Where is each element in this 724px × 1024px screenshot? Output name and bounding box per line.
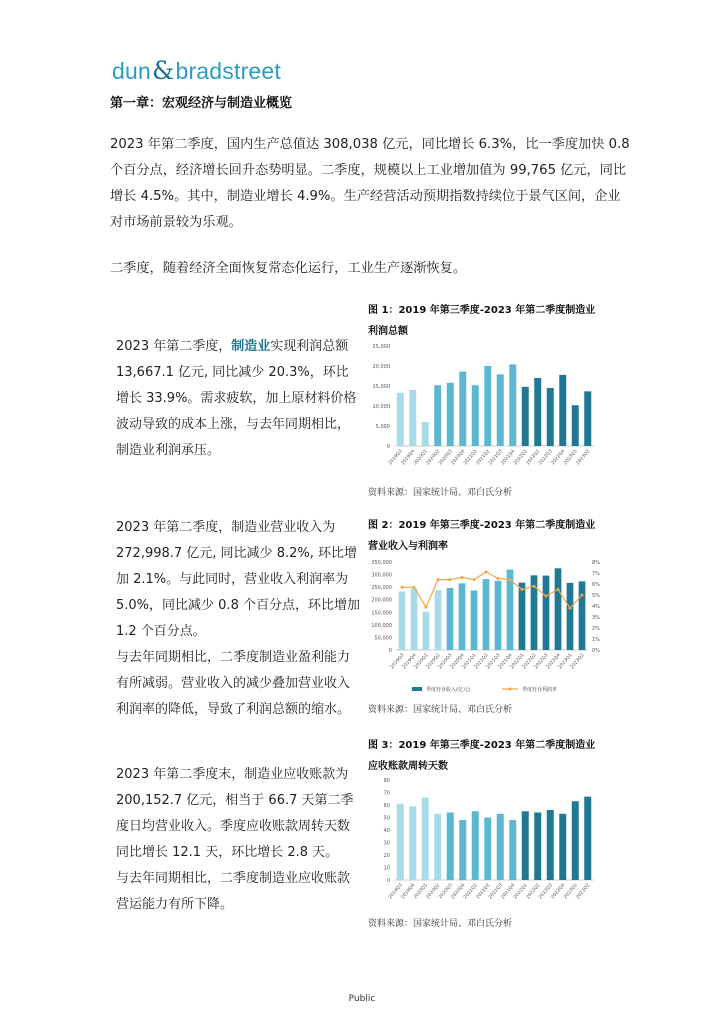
- chart2-legend-swatch-revenue: [412, 687, 422, 691]
- chart1-bar: [509, 364, 516, 446]
- chart2-margin-point: [425, 606, 428, 609]
- chart1-bar: [584, 391, 591, 446]
- chart2-y2-tick: 0%: [592, 648, 600, 654]
- chart2-y2-tick: 2%: [592, 626, 600, 632]
- chart2-x-tick: 2020Q2: [425, 653, 442, 671]
- chart1-y-tick: 0: [386, 444, 390, 450]
- chart1-x-tick: 2021Q1: [463, 449, 479, 467]
- chart1-x-tick: 2020Q3: [438, 449, 454, 467]
- chart2-y-tick: 0: [388, 648, 392, 654]
- chart3-x-tick: 2020Q1: [413, 883, 429, 901]
- chart2-bar: [459, 583, 466, 650]
- chart2-x-tick: 2023Q2: [569, 653, 586, 671]
- chart2-x-tick: 2022Q4: [545, 653, 562, 671]
- chart2-y2-tick: 5%: [592, 593, 600, 599]
- chart1-x-tick: 2021Q4: [500, 449, 517, 467]
- chart1-bar: [484, 366, 491, 446]
- chart1-bar: [409, 390, 416, 446]
- chart2-y-tick: 350,000: [371, 560, 392, 566]
- chart1-bar: [559, 375, 566, 446]
- chart3-y-tick: 30: [383, 840, 390, 847]
- chart3-bar: [472, 811, 479, 880]
- chart1-x-tick: 2022Q4: [550, 449, 567, 467]
- section-profit-lead: 2023 年第二季度，: [116, 339, 232, 354]
- chart2-margin-point: [461, 576, 464, 579]
- chart2-y-tick: 50,000: [374, 635, 392, 642]
- chart2-x-tick: 2022Q3: [533, 653, 550, 671]
- chart2-x-tick: 2021Q3: [485, 653, 502, 671]
- chart1-bar: [572, 405, 579, 446]
- chart1-x-tick: 2022Q1: [513, 449, 529, 467]
- chart1-bar: [422, 422, 429, 446]
- chart3-x-tick: 2021Q4: [500, 883, 517, 901]
- chart3-y-tick: 70: [383, 790, 390, 797]
- company-logo: [112, 56, 281, 85]
- chart2-title-line1: 图 2：2019 年第三季度-2023 年第二季度制造业: [368, 520, 596, 531]
- chart2-x-tick: 2020Q4: [449, 653, 466, 671]
- chart2-y-tick: 100,000: [371, 622, 392, 629]
- chart2-legend-swatch-margin-dot: [509, 688, 512, 691]
- chart2-margin-point: [533, 585, 536, 588]
- chart2-bar: [543, 576, 550, 650]
- chart2-y2-tick: 4%: [592, 604, 600, 610]
- chart1-title: [368, 300, 608, 342]
- section-profit-text: [116, 334, 360, 464]
- chart2-x-tick: 2019Q3: [389, 653, 406, 671]
- chart1-x-tick: 2019Q4: [400, 449, 417, 467]
- chart2-margin-point: [473, 578, 476, 581]
- chart2-x-tick: 2020Q1: [413, 653, 430, 671]
- chart3-bar: [534, 813, 541, 881]
- chart2-margin-point: [437, 578, 440, 581]
- chart1-bar: [534, 378, 541, 446]
- chart3-bar: [422, 798, 429, 881]
- chart1-bar: [447, 383, 454, 446]
- chart2-x-tick: 2022Q2: [521, 653, 538, 671]
- chart2-source: 资料来源：国家统计局、邓白氏分析: [368, 705, 513, 715]
- chart3-bar: [572, 801, 579, 880]
- summary-text: 二季度，随着经济全面恢复常态化运行，工业生产逐渐恢复。: [110, 261, 467, 276]
- chart2-margin-point: [497, 577, 500, 580]
- chart2-bar: [435, 590, 442, 650]
- chart2-margin-point: [557, 588, 560, 591]
- chart3-bar: [459, 820, 466, 880]
- chart3-title-line2: 应收账款周转天数: [368, 761, 448, 772]
- section-receivables-paragraph1: 2023 年第二季度末，制造业应收账款为 200,152.7 亿元，相当于 66.7 天第二季度日均营业收入。季度应收账款周转天数同比增长 12.1 天，环比增长 2.8 天。: [116, 767, 354, 860]
- chart2-y-tick: 200,000: [371, 597, 392, 604]
- chart3-source: 资料来源：国家统计局、邓白氏分析: [368, 919, 513, 929]
- chart2-margin-point: [509, 578, 512, 581]
- chart2-x-tick: 2020Q3: [437, 653, 454, 671]
- chart3-x-tick: 2020Q2: [425, 883, 442, 901]
- chart3-title-line1: 图 3：2019 年第三季度-2023 年第二季度制造业: [368, 740, 596, 751]
- chart3-bar: [447, 813, 454, 881]
- chart1-x-tick: 2021Q2: [475, 449, 492, 467]
- chart3-y-tick: 20: [383, 853, 390, 859]
- chart2-y2-tick: 8%: [592, 560, 600, 566]
- chart3-y-tick: 80: [383, 778, 390, 784]
- chart2-margin-point: [569, 607, 572, 610]
- chart3-x-tick: 2020Q3: [438, 883, 454, 901]
- chart2-bar: [519, 583, 526, 650]
- chapter-title: 第一章：宏观经济与制造业概览: [110, 96, 293, 111]
- chart2-x-tick: 2019Q4: [401, 653, 418, 671]
- chart3-bar: [409, 806, 416, 880]
- chart1-x-tick: 2020Q2: [425, 449, 442, 467]
- chart2-margin-point: [485, 570, 488, 573]
- chart2-y2-tick: 6%: [592, 582, 600, 588]
- chart2-margin-point: [545, 595, 548, 598]
- logo-text-right: bradstreet: [175, 58, 282, 84]
- chart2-bar: [471, 590, 478, 650]
- chart2-y2-tick: 3%: [592, 615, 600, 621]
- chart3-x-tick: 2021Q1: [463, 883, 479, 901]
- intro-text: 2023 年第二季度，国内生产总值达 308,038 亿元，同比增长 6.3%，比一季度加快 0.8 个百分点，经济增长回升态势明显。二季度，规模以上工业增加值为 99,765 亿元，同比增长 4.5%。其中，制造业增长 4.9%。生产经营活动预期指数持续位于景气区间，企业对市场前景较为乐观。: [110, 137, 630, 230]
- chart1-y-tick: 25,000: [372, 344, 390, 350]
- chart1-source: 资料来源：国家统计局、邓白氏分析: [368, 488, 513, 498]
- chart2-bar: [555, 568, 562, 650]
- chart3-x-tick: 2021Q2: [475, 883, 492, 901]
- chart2-margin-point: [581, 594, 584, 597]
- chart2-bar: [495, 581, 502, 650]
- section-receivables-paragraph2: 与去年同期相比，二季度制造业应收账款营运能力有所下降。: [116, 871, 351, 912]
- chart2-bar: [567, 583, 574, 650]
- chart2-y-tick: 250,000: [371, 585, 392, 592]
- chart3-y-tick: 10: [383, 865, 390, 872]
- manufacturing-highlight: 制造业: [231, 339, 271, 354]
- chart2-bar: [423, 612, 430, 650]
- chart3-x-tick: 2019Q3: [388, 883, 404, 901]
- chart2-bar: [483, 579, 490, 650]
- chart1-bar: [547, 388, 554, 446]
- chart2-x-tick: 2022Q1: [509, 653, 526, 671]
- chart3-x-tick: 2022Q1: [513, 883, 529, 901]
- chart3-title: [368, 735, 608, 777]
- chart1-bar: [434, 385, 441, 446]
- section-receivables-text: [116, 762, 360, 918]
- chart2-bar: [411, 588, 418, 650]
- chart3-bar: [584, 797, 591, 880]
- footer-label: Public: [348, 994, 376, 1004]
- chart1-x-tick: 2023Q1: [563, 449, 579, 467]
- chart1-x-tick: 2019Q3: [388, 449, 404, 467]
- chart2-bar: [579, 581, 586, 650]
- chart2-x-tick: 2021Q4: [497, 653, 514, 671]
- chart2-y2-tick: 7%: [592, 571, 600, 577]
- chart2-bar: [447, 588, 454, 650]
- chart1-title-line2: 利润总额: [368, 326, 408, 337]
- chart3-x-tick: 2022Q4: [550, 883, 567, 901]
- chart1-bar: [397, 393, 404, 446]
- chart1-y-tick: 20,000: [372, 364, 390, 370]
- chart2-title-line2: 营业收入与利润率: [368, 541, 448, 552]
- chart2-margin-point: [521, 588, 524, 591]
- chart2-margin-point: [413, 586, 416, 589]
- chart3-bar: [484, 818, 491, 881]
- chart2-y-tick: 150,000: [371, 610, 392, 617]
- chart3-x-tick: 2020Q4: [450, 883, 467, 901]
- chart1-x-tick: 2021Q3: [488, 449, 504, 467]
- chart1-y-tick: 5,000: [375, 424, 390, 430]
- chart1-y-tick: 10,000: [372, 404, 390, 410]
- chart1-profit-bar-chart: [364, 338, 604, 474]
- section-revenue-paragraph2: 与去年同期相比，二季度制造业盈利能力有所减弱。营业收入的减少叠加营业收入利润率的降低，导致了利润总额的缩水。: [116, 650, 351, 717]
- logo-text-left: dun: [112, 58, 151, 84]
- logo-ampersand: &: [151, 56, 175, 85]
- chart1-y-tick: 15,000: [372, 384, 390, 390]
- section-revenue-paragraph1: 2023 年第二季度，制造业营业收入为 272,998.7 亿元, 同比减少 8.2%, 环比增加 2.1%。与此同时，营业收入利润率为 5.0%，同比减少 0.8 个百分点，环比增加 1.2 个百分点。: [116, 520, 360, 639]
- chart1-bar: [459, 372, 466, 446]
- chart3-x-tick: 2023Q2: [575, 883, 592, 901]
- chart2-legend-margin: 季度营业利润率: [522, 687, 558, 693]
- chart3-bar: [497, 814, 504, 880]
- intro-paragraph: [110, 132, 632, 236]
- chart1-x-tick: 2022Q3: [538, 449, 554, 467]
- chart2-x-tick: 2021Q2: [473, 653, 490, 671]
- chart2-legend-revenue: 季度营业收入(亿元): [426, 687, 470, 693]
- chart2-x-tick: 2023Q1: [557, 653, 574, 671]
- chart3-bar: [522, 811, 529, 880]
- chart2-x-tick: 2021Q1: [461, 653, 478, 671]
- chart3-y-tick: 0: [386, 878, 390, 884]
- chart1-x-tick: 2020Q1: [413, 449, 429, 467]
- chart3-x-tick: 2023Q1: [563, 883, 579, 901]
- chart2-y-tick: 300,000: [371, 572, 392, 579]
- chart1-title-line1: 图 1：2019 年第三季度-2023 年第二季度制造业: [368, 305, 596, 316]
- summary-paragraph: [110, 256, 632, 282]
- chart2-margin-point: [449, 578, 452, 581]
- chart3-y-tick: 40: [383, 828, 390, 834]
- chart3-bar: [509, 820, 516, 880]
- section-profit-rest: 实现利润总额 13,667.1 亿元, 同比减少 20.3%，环比增长 33.9%。需求疲软，加上原材料价格波动导致的成本上涨，与去年同期相比，制造业利润承压。: [116, 339, 357, 458]
- chart2-bar: [399, 591, 406, 650]
- chart1-bar: [472, 385, 479, 446]
- chart1-x-tick: 2020Q4: [450, 449, 467, 467]
- chart3-bar: [559, 814, 566, 880]
- chart2-revenue-margin-chart: [364, 556, 614, 696]
- chart3-y-tick: 60: [383, 803, 390, 809]
- chart1-x-tick: 2023Q2: [575, 449, 592, 467]
- chart3-x-tick: 2022Q2: [525, 883, 542, 901]
- chart1-x-tick: 2022Q2: [525, 449, 542, 467]
- chart1-bar: [497, 374, 504, 446]
- section-revenue-text: [116, 515, 360, 723]
- section-profit-paragraph: [116, 334, 360, 464]
- chart2-title: [368, 515, 608, 557]
- chart3-bar: [434, 814, 441, 880]
- chart1-bar: [522, 387, 529, 446]
- chart3-bar: [547, 810, 554, 880]
- chart2-y2-tick: 1%: [592, 637, 600, 643]
- chart3-x-tick: 2022Q3: [538, 883, 554, 901]
- chart3-receivable-days-chart: [364, 774, 604, 910]
- chart3-x-tick: 2021Q3: [488, 883, 504, 901]
- chart3-bar: [397, 804, 404, 880]
- chart3-x-tick: 2019Q4: [400, 883, 417, 901]
- chart3-y-tick: 50: [383, 815, 390, 822]
- chart2-margin-point: [401, 586, 404, 589]
